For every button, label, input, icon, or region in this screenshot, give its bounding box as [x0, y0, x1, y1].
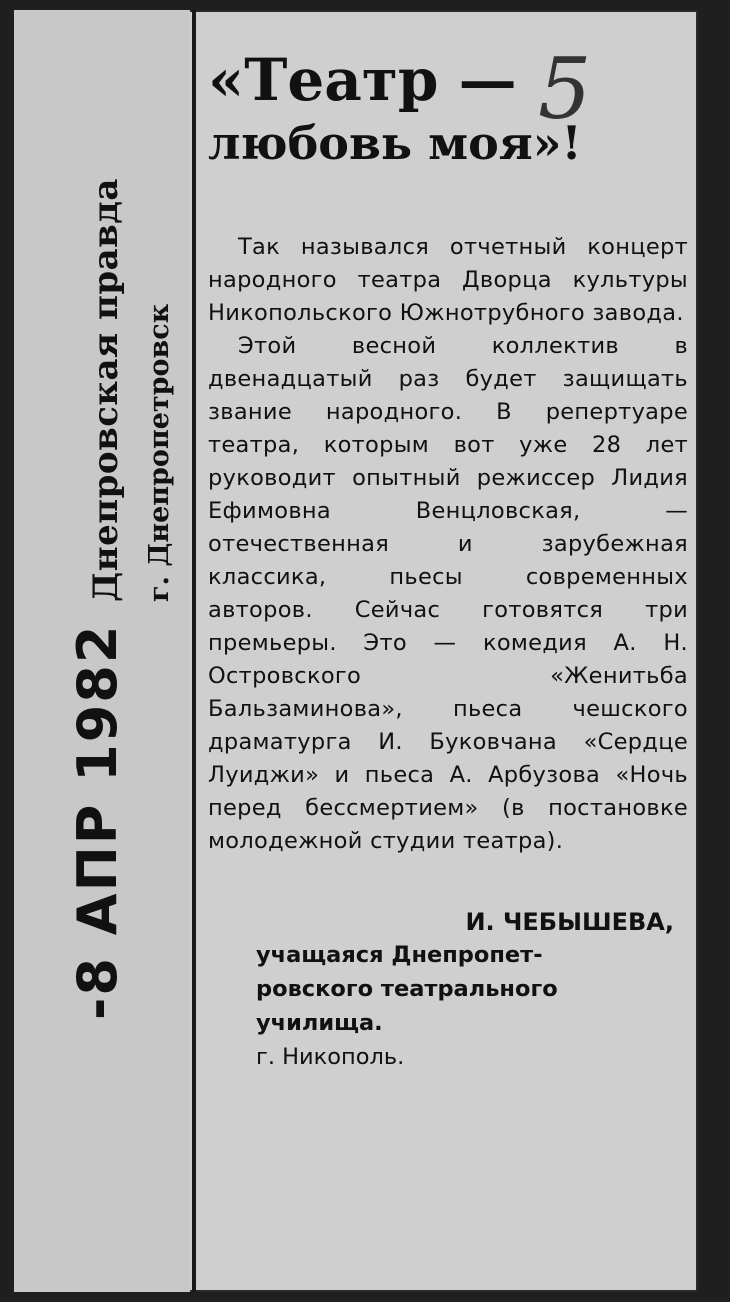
author-role-line-3: училища.: [256, 1010, 383, 1037]
article-body: [208, 231, 688, 858]
column-divider: [192, 10, 196, 1292]
newspaper-name: Днепровская правда: [86, 178, 126, 602]
newspaper-city: г. Днепропетровск: [144, 303, 175, 602]
article: [208, 40, 688, 1074]
author-place: г. Никополь.: [256, 1044, 405, 1071]
headline-line-1: «Театр —: [208, 46, 517, 114]
author-name: И. ЧЕБЫШЕВА,: [465, 908, 674, 937]
newspaper-clipping: [14, 10, 698, 1292]
paragraph-2: Этой весной коллектив в двенадцатый раз будет защищать звание народного. В репертуаре театра, которым вот уже 28 лет руководит опытный режиссер Лидия Ефимовна Венцловская, — отечественная и зарубежная классика, пьесы современных авторов. Сейчас готовятся три премьеры. Это — комедия А. Н. Островского «Женитьба Бальзаминова», пьеса чешского драматурга И. Буковчана «Сердце Луиджи» и пьеса А. Арбузова «Ночь перед бессмертием» (в постановке молодежной студии театра).: [208, 333, 688, 855]
signature-block: [256, 908, 688, 1074]
headline: [208, 46, 688, 170]
handwritten-number: 5: [538, 40, 592, 138]
headline-line-2: любовь моя»!: [208, 115, 582, 170]
author-role-line-1: учащаяся Днепропет-: [256, 942, 543, 969]
paragraph-1: Так назывался отчетный концерт народного театра Дворца культуры Никопольского Южнотрубного завода.: [208, 234, 688, 327]
newspaper-stamp: [14, 10, 190, 1292]
stamp-date: -8 АПР 1982: [66, 623, 129, 1020]
author-role-line-2: ровского театрального: [256, 976, 558, 1003]
